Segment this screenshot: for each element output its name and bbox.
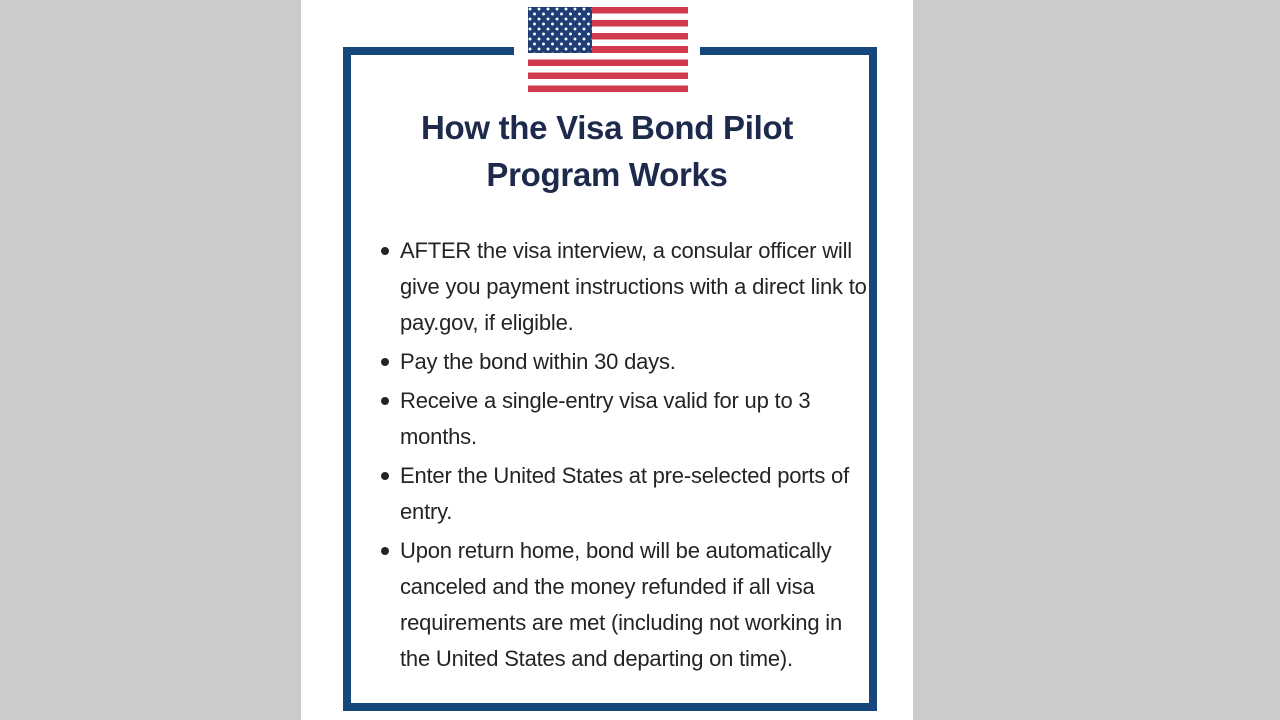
infographic-panel bbox=[301, 0, 913, 720]
bullet-text: Receive a single-entry visa valid for up to 3 months. bbox=[400, 388, 811, 449]
bullet-text: Pay the bond within 30 days. bbox=[400, 349, 676, 374]
bullet-list bbox=[380, 233, 876, 680]
us-flag-icon bbox=[528, 7, 688, 92]
bullet-icon bbox=[381, 247, 389, 255]
list-item bbox=[380, 344, 876, 380]
list-item bbox=[380, 233, 876, 341]
flag-canton bbox=[528, 7, 592, 53]
bullet-icon bbox=[381, 397, 389, 405]
bullet-icon bbox=[381, 358, 389, 366]
flag-backing bbox=[514, 0, 700, 100]
list-item bbox=[380, 383, 876, 455]
bullet-text: AFTER the visa interview, a consular officer will give you payment instructions with a direct link to pay.gov, if eligible. bbox=[400, 238, 867, 335]
title-line-2: Program Works bbox=[486, 156, 728, 193]
page-title bbox=[301, 104, 913, 198]
bullet-icon bbox=[381, 547, 389, 555]
title-line-1: How the Visa Bond Pilot bbox=[420, 109, 794, 146]
bullet-text: Enter the United States at pre-selected ports of entry. bbox=[400, 463, 849, 524]
list-item bbox=[380, 458, 876, 530]
bullet-text: Upon return home, bond will be automatically canceled and the money refunded if all visa requirements are met (including not working in the United States and departing on time). bbox=[400, 538, 843, 671]
bullet-icon bbox=[381, 472, 389, 480]
list-item bbox=[380, 533, 876, 677]
